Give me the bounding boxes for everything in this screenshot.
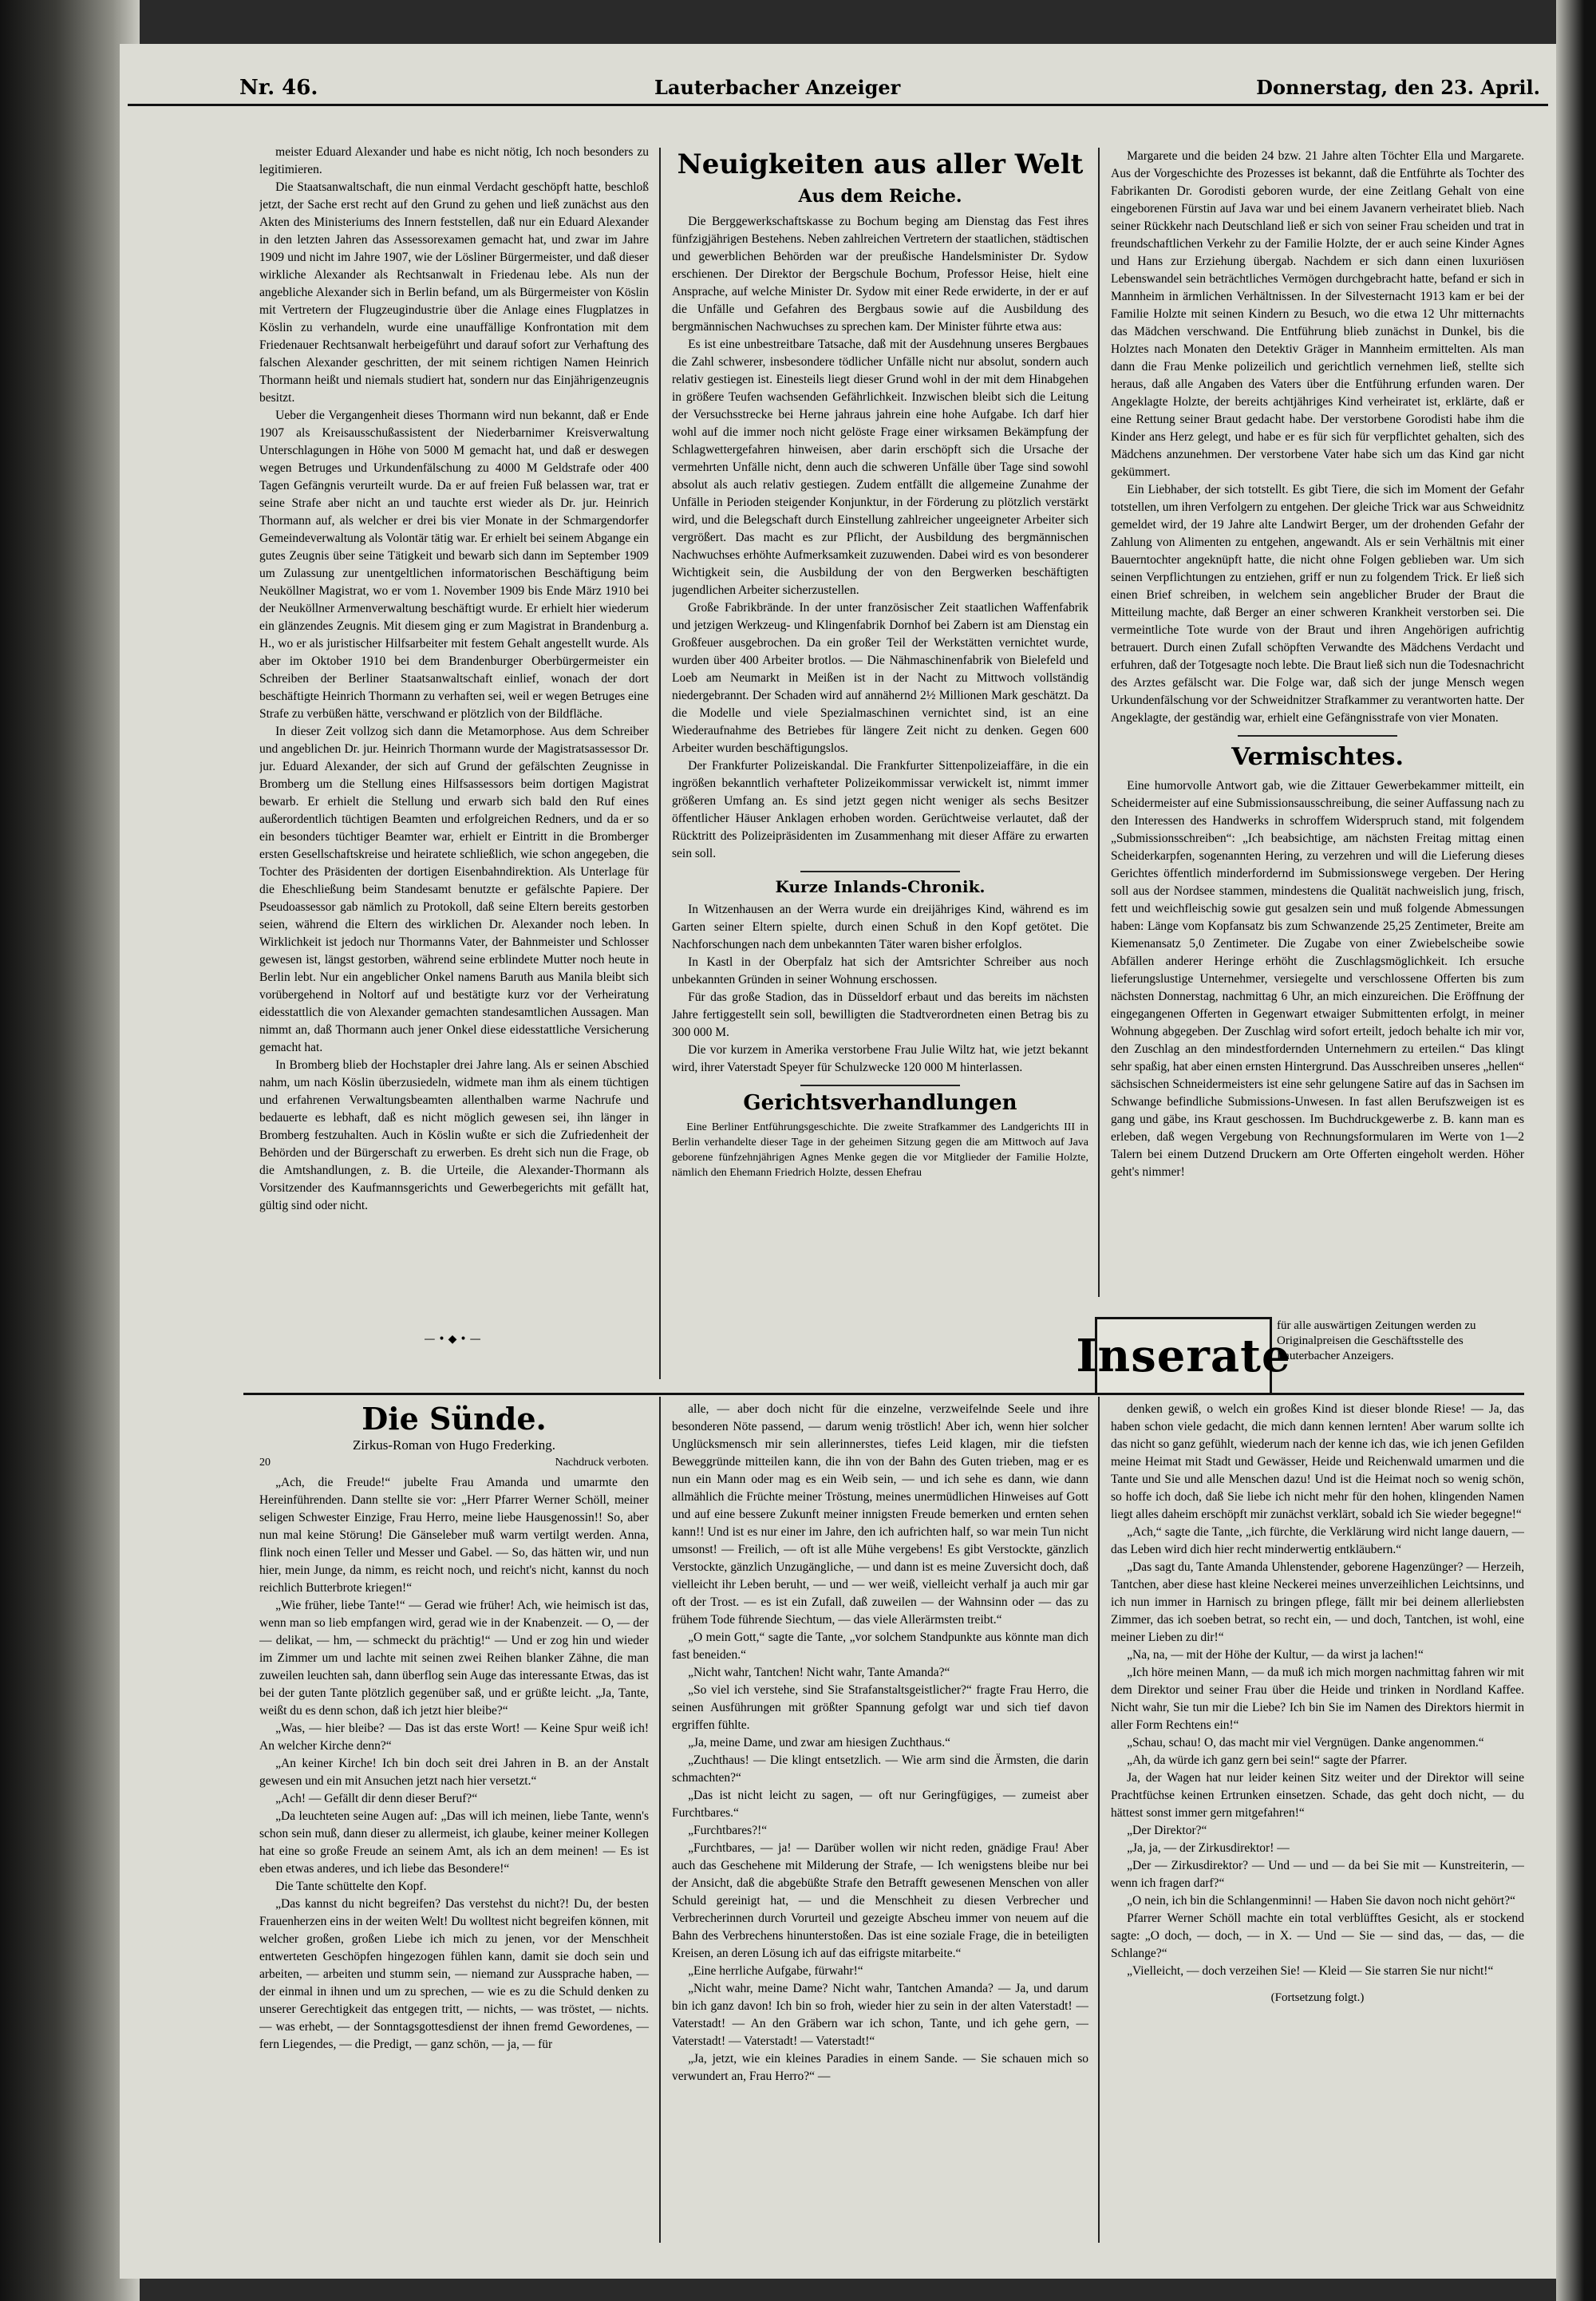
news-paragraphs xyxy=(672,213,1088,863)
book-binding-shadow xyxy=(0,0,140,2301)
gericht-paragraphs xyxy=(672,1120,1088,1180)
paragraph: „Ja, jetzt, wie ein kleines Paradies in einem Sande. — Sie schauen mich so verwundert an, Frau Herro?“ — xyxy=(672,2052,1088,2083)
inserate-box: Inserate xyxy=(1095,1317,1272,1395)
paragraph: Große Fabrikbrände. In der unter französischer Zeit staatlichen Waffenfabrik und jetzigen Werkzeug- und Klingenfabrik Dornhof bei Zabern ist am Dienstag ein Großfeuer ausgebrochen. Da ein großer Teil der Werkstätten vernichtet wurde, wurden über 400 Arbeiter brotlos. — Die Nähmaschinenfabrik von Bielefeld und Loeb am Neumarkt in Meißen ist in der Nacht zu Mittwoch vollständig niedergebrannt. Der Schaden wird auf annähernd 2½ Millionen Mark geschätzt. Da die Modelle und viele Spezialmaschinen vernichtet sind, ist an eine Wiederaufnahme des Betriebes für längere Zeit nicht zu denken. Gegen 600 Arbeiter wurden beschäftigungslos. xyxy=(672,601,1088,755)
paragraph: Pfarrer Werner Schöll machte ein total verblüfftes Gesicht, als er stockend sagte: „O doch, — doch, — in X. — Und — Sie — sind das, — das, — die Schlange?“ xyxy=(1111,1912,1524,1960)
court-paragraphs xyxy=(1111,148,1524,727)
paragraph: Der Frankfurter Polizeiskandal. Die Frankfurter Sittenpolizeiaffäre, in die ein ingrößen bekanntlich verhafteter Polizeikommissar verwickelt ist, nimmt immer größeren Umfang an. Es sind jetzt gegen nicht weniger als sechs Besitzer öffentlicher Häuser Anklagen erhoben worden. Gerüchtweise verlautet, daß der Rücktritt des Polizeipräsidenten im Zusammenhang mit dieser Affäre zu erwarten sein soll. xyxy=(672,759,1088,860)
paragraph: meister Eduard Alexander und habe es nicht nötig, Ich noch besonders zu legitimieren. xyxy=(259,145,649,176)
paragraph: „An keiner Kirche! Ich bin doch seit drei Jahren in B. an der Anstalt gewesen und ein mit Ansuchen jetzt nach hier versetzt.“ xyxy=(259,1757,649,1788)
paragraph: „Wie früher, liebe Tante!“ — Gerad wie früher! Ach, wie heimisch ist das, wenn man so lieb empfangen wird, gerad wie in der Knabenzeit. — O, — der — delikat, — hm, — schmeckt du prächtig!“ — Und er zog hin und wieder im Zimmer um und lachte mit seinen zwei Reihen blanker Zähne, die man zuweilen leuchten sah, dann überflog sein Auge das interessante Etwas, das ist bei der guten Tante plötzlich gegenüber saß, und er grüßte leicht. „Ja, Tante, weißt du es denn schon, daß ich jetzt hier bleibe?“ xyxy=(259,1599,649,1718)
paragraph: „Was, — hier bleibe? — Das ist das erste Wort! — Keine Spur weiß ich! An welcher Kirche denn?“ xyxy=(259,1722,649,1753)
paragraph: „Da leuchteten seine Augen auf: „Das will ich meinen, liebe Tante, wenn's schon sein muß, dann dieser zu allermeist, ich glaube, keiner meiner Kollegen hat eine so große Freude an seinem Amt, als ich an dem meinen! — Es ist eben etwas anderes, und ich liebe das Besondere!“ xyxy=(259,1809,649,1876)
novel-column-3 xyxy=(1111,1401,1524,2239)
paragraph: „Ah, da würde ich ganz gern bei sein!“ sagte der Pfarrer. xyxy=(1127,1753,1408,1767)
paragraph: „Ja, meine Dame, und zwar am hiesigen Zuchthaus.“ xyxy=(688,1736,950,1749)
paragraph: „Ach,“ sagte die Tante, „ich fürchte, die Verklärung wird nicht lange dauern, — das Leben wird dich hier recht minderwertig entkläubern.“ xyxy=(1111,1525,1524,1556)
paragraph: In Kastl in der Oberpfalz hat sich der Amtsrichter Schreiber aus noch unbekannten Gründen in seiner Wohnung erschossen. xyxy=(672,955,1088,986)
paragraph: „Das sagt du, Tante Amanda Uhlenstender, geborene Hagenzünger? — Herzeih, Tantchen, aber diese hast kleine Neckerei meines unverzeihlichen Leichtsinns, und ich nun immer in Harnisch zu bringen pflege, fällt mir bei deinem allerliebsten Zimmer, das ich soeben betrat, so recht ein, — und doch, Tantchen, ist wohl, eine meiner Lieben zu dir!“ xyxy=(1111,1560,1524,1644)
column-misc xyxy=(1111,148,1524,1309)
paragraph: Die Berggewerkschaftskasse zu Bochum beging am Dienstag das Fest ihres fünfzigjährigen Bestehens. Neben zahlreichen Vertretern der staatlichen, städtischen und gewerblichen Behörden war der preußische Handelsminister Dr. Sydow erschienen. Der Direktor der Bergschule Bochum, Professor Heise, hielt eine Ansprache, auf welche Minister Dr. Sydow mit einer Rede erwiderte, in der er auf die Unfälle und Gefahren des Bergbaus sowie auf die Ausbildung des bergmännischen Nachwuchses zu sprechen kam. Der Minister führte etwa aus: xyxy=(672,215,1088,334)
paragraph: In Bromberg blieb der Hochstapler drei Jahre lang. Als er seinen Abschied nahm, um nach Köslin überzusiedeln, widmete man ihm als einem tüchtigen und erfahrenen Verwaltungsbeamten allenthalben warme Nachrufe und bedauerte es lebhaft, daß es nicht möglich gewesen sei, ihn länger in Bromberg festzuhalten. Auch in Köslin wußte er sich die Zufriedenheit der Behörden und der Bürgerschaft zu erwerben. Es dreht sich nun die Frage, ob die Amtshandlungen, z. B. die Urteile, die Alexander-Thormann als Vorsitzender des Kaufmannsgerichts und Gewerbegerichts mit gefällt hat, gültig sind oder nicht. xyxy=(259,1058,649,1212)
column-rule-1 xyxy=(659,148,661,1379)
column-thormann-article xyxy=(259,144,649,1325)
chronik-paragraphs xyxy=(672,901,1088,1077)
paragraph: Ein Liebhaber, der sich totstellt. Es gibt Tiere, die sich im Moment der Gefahr totstellen, um ihren Verfolgern zu entgehen. Der gleiche Trick war aus Schweidnitz gemeldet wird, der 19 Jahre alte Landwirt Berger, um der drohenden Gefahr der Zahlung von Alimenten zu entgehen, angewandt. Als er sein Verhältnis mit einer Bauerntochter angeknüpft hatte, die nicht ohne Folgen geblieben war. Um sich seinen Verpflichtungen zu entziehen, griff er nun zu folgendem Trick. Er ließ sich einen Brief schreiben, in welchem sein angeblicher Bruder der Braut die Mitteilung machte, daß Berger an einer schweren Krankheit verstorben sei. Die vermeintliche Tote wurde von der Braut und ihren Angehörigen aufrichtig betrauert. Durch einen Zufall schöpften Verwandte des Mädchens Verdacht und erfuhren, daß der Totgesagte noch lebte. Die Braut ließ sich nun die Todesnachricht des Arztes gefälscht war. Die Folge war, daß sich der junge Mensch wegen Urkundenfälschung vor der Schweidnitzer Strafkammer zu verantworten hatte. Der Angeklagte, der geständig war, erhielt eine Gefängnisstrafe von vier Monaten. xyxy=(1111,483,1524,725)
paragraph: „Der Direktor?“ xyxy=(1127,1824,1207,1837)
paragraph: Es ist eine unbestreitbare Tatsache, daß mit der Ausdehnung unseres Bergbaues die Zahl schwerer, insbesondere tödlicher Unfälle nicht nur absolut, sondern auch relativ gestiegen ist. Einesteils liegt dieser Grund wohl in der mit dem Hinabgehen in größere Teufen wachsenden Gefährlichkeit. Inzwischen bleibt sich die Leitung der Versuchsstrecke bei Herne jahraus jahrein eine hohe Aufgabe. Ich darf hier wohl auf die immer noch nicht gelöste Frage einer wirksamen Bekämpfung der Schlagwettergefahren hinweisen, aber darin erschöpft sich die Ursache der vermehrten Unfälle nicht, denn auch die schweren Unfälle über Tage sind sowohl absolut als auch relativ gestiegen. Zudem entfällt die allgemeine Zunahme der Unfälle in Perioden steigender Konjunktur, in der Förderung zu plötzlich verstärkt wird, und die Belegschaft durch Einstellung zahlreicher ungeeigneter Arbeiter sich vergrößert. Das macht es zur Pflicht, der Ausbildung des bergmännischen Nachwuchses erhöhte Aufmerksamkeit zuzuwenden. Dabei wird es von besonderer Wichtigkeit sein, die Ausbildung der von den Bergwerken beschäftigten jugendlichen Arbeiter sicherzustellen. xyxy=(672,338,1088,597)
paragraph: alle, — aber doch nicht für die einzelne, verzweifelnde Seele und ihre besonderen Nöte passend, — darum wenig tröstlich! Aber ich, wenn hier solcher Unglücksmensch mir sein allerinnerstes, tiefes Leid klagen, mir die tiefsten Beweggründe mitteilen kann, die ihn von der Bahn des Guten trieben, mag er es nun ein Mann oder mag es ein Weib sein, — und ich sehe es dann, wie dann allmählich die Früchte meiner Tröstung, meines unermüdlichen Hinweises auf Gott und auf eine bessere Zukunft meiner innigsten Freude bemerken und ernten sehen kann!! Und ist es nur einer im Jahre, den ich aufrichten half, so war mein Tun nicht umsonst! — Freilich, — oft ist alle Mühe vergebens! Es gibt Verstockte, gänzlich Verstockte, gänzlich Unzugängliche, — und dann ist es meine Zuversicht doch, daß vielleicht ihr Leben beruht, — und — wer weiß, vielleicht verhalf ja auch mir gar oft der Trost. — es ist ein Zufall, daß zuweilen — der Wahnsinn oder — das zu frühem Tode führende Siechtum, — das viele Allerärmsten treibt.“ xyxy=(672,1402,1088,1627)
novel-subtitle: Zirkus-Roman von Hugo Frederking. xyxy=(352,1437,556,1453)
installment-number: 20 xyxy=(259,1457,271,1469)
paragraph: denken gewiß, o welch ein großes Kind ist dieser blonde Riese! — Ja, das haben schon viele gedacht, die mich dann kennen lernten! Aber warum sollte ich das nicht so ganz gefühlt, wiederum nach der kenne ich das, wie ich jenen Gefilden meine Heimat mit Stadt und Gewässer, Heide und Reichenwald umarmen und die Tante und Sie und alle Menschen dazu! Und ist die Heimat noch so wenig schön, so hoffe ich doch, daß Sie liebe ich nicht mehr für den hohen, klingenden Namen liegt alles daheim erschöpft mir zunächst verklärt, sobald ich Sie wieder begegne!“ xyxy=(1111,1402,1524,1521)
novel-separator xyxy=(243,1393,1524,1395)
continued-note: (Fortsetzung folgt.) xyxy=(1270,1991,1365,2004)
page-edge-shadow xyxy=(1556,0,1596,2301)
paragraph: „So viel ich verstehe, sind Sie Strafanstaltsgeistlicher?“ fragte Frau Herro, die seinen Ausführungen mit größter Spannung gefolgt war und sich tief davon ergriffen fühlte. xyxy=(672,1683,1088,1732)
novel-column-2 xyxy=(672,1401,1088,2239)
vermischtes-paragraphs xyxy=(1111,777,1524,1181)
novel-column-rule-1 xyxy=(659,1397,661,2243)
paragraph: „Nicht wahr, Tantchen! Nicht wahr, Tante Amanda?“ xyxy=(688,1666,950,1679)
paragraph: „Das ist nicht leicht zu sagen, — oft nur Geringfügiges, — zumeist aber Furchtbares.“ xyxy=(672,1789,1088,1820)
paragraph: Ja, der Wagen hat nur leider keinen Sitz weiter und der Direktor will seine Prachtfüchse keinen Ertrunken einsetzen. Schade, das geht doch nicht, — du hättest sonst immer gern mitgefahren!“ xyxy=(1111,1771,1524,1820)
issue-number: Nr. 46. xyxy=(239,76,318,100)
paragraph: „O nein, ich bin die Schlangenminni! — Haben Sie davon noch nicht gehört?“ xyxy=(1127,1894,1515,1908)
paragraph: In Witzenhausen an der Werra wurde ein dreijähriges Kind, während es im Garten seiner Eltern spielte, durch einen Schuß in den Kopf getötet. Die Nachforschungen nach dem unbekannten Täter waren bisher erfolglos. xyxy=(672,903,1088,951)
paragraph: In dieser Zeit vollzog sich dann die Metamorphose. Aus dem Schreiber und angeblichen Dr. jur. Heinrich Thormann wurde der Magistratsassessor Dr. jur. Eduard Alexander, der sich auf Grund der gefälschten Zeugnisse in Bromberg um die Stellung eines Hilfsassessors beim dortigen Magistrat bewarb. Er erhielt die Stellung und erwarb sich bald den Ruf eines außerordentlich tüchtigen Beamten und erfolgreichen Redners, und da er so ein besonders tüchtiger Beamter war, erhielt er Eintritt in die Bromberger ersten Gesellschaftskreise und heiratete schließlich, wie schon angegeben, die Tochter des Präsidenten der dortigen Eisenbahndirektion. Als Unterlage für die Eheschließung beim Standesamt benutzte er gefälschte Papiere. Der Pseudoassessor gab nämlich zu Protokoll, daß seine Eltern bereits gestorben seien, während die Eltern des wirklichen Dr. Alexander noch leben. In Wirklichkeit ist jedoch nur Thormanns Vater, der Bahnmeister und Schlosser gewesen ist, längst gestorben, während seine erblindete Mutter noch heute in Berlin lebt. Nur ein angeblicher Onkel namens Baruth aus Manila bleibt sich vorübergehend in Noltorf auf und bestätigte kurz vor der Verheiratung eidesstattlich die von Alexander gemachten standesamtlichen Aussagen. Man nimmt an, daß Thormann auch jener Onkel diese eidesstattliche Versicherung gemacht hat. xyxy=(259,725,649,1054)
paragraph: Die vor kurzem in Amerika verstorbene Frau Julie Wiltz hat, wie jetzt bekannt wird, ihrer Vaterstadt Speyer für Schulzwecke 120 000 M hinterlassen. xyxy=(672,1043,1088,1074)
reprint-note: Nachdruck verboten. xyxy=(555,1457,649,1469)
paragraph: „Na, na, — mit der Höhe der Kultur, — da wirst ja lachen!“ xyxy=(1127,1648,1424,1662)
paragraph: „Ach! — Gefällt dir denn dieser Beruf?“ xyxy=(275,1792,478,1805)
paragraph: „Ja, ja, — der Zirkusdirektor! — xyxy=(1127,1841,1290,1855)
paragraph: „Ach, die Freude!“ jubelte Frau Amanda und umarmte den Hereinführenden. Dann stellte sie vor: „Herr Pfarrer Werner Schöll, meiner seligen Schwester Einzige, Frau Herro, meine liebe Hausgenossin!! So, aber nun mal keine Störung! Die Gänseleber muß warm vertilgt werden. Anna, flink noch einen Teller und Messer und Gabel. — So, das hätten wir, und nun hier, mein Junge, da nimm, es reicht noch, und reicht's nicht, kannst du noch reichlich Butterbrote kriegen!“ xyxy=(259,1476,649,1595)
column-end-ornament: —•◆•— xyxy=(424,1333,484,1346)
paragraph: „Das kannst du nicht begreifen? Das verstehst du nicht?! Du, der besten Frauenherzen eins in der weiten Welt! Du wolltest nicht begreifen können, mit welcher großen, großen Liebe ich mich zu jenen, vor der Menschheit entwerteten Geschöpfen hingezogen fühlen kann, damit sie doch sein und arbeiten, — arbeiten und stumm sein, — niemand zur Aussprache haben, — der einmal in ihnen und um zu sprechen, — wie es zu die Schuld denken zu unserer Gerechtigkeit das entgegen tritt, — nichts, — was tröstet, — nichts. — was erhebt, — der Sonntagsgottesdienst der ihnen fremd Gewordenes, — fern Liegendes, — die Predigt, — ganz schön, — ja, — für xyxy=(259,1897,649,2051)
section-title-gericht: Gerichtsverhandlungen xyxy=(743,1091,1017,1115)
novel-column-rule-2 xyxy=(1098,1397,1100,2243)
paragraph: „Zuchthaus! — Die klingt entsetzlich. — Wie arm sind die Ärmsten, die darin schmachten?“ xyxy=(672,1753,1088,1785)
divider xyxy=(800,1085,960,1086)
section-subtitle-reich: Aus dem Reiche. xyxy=(798,186,962,207)
novel-title: Die Sünde. xyxy=(361,1401,547,1437)
paragraph: Ueber die Vergangenheit dieses Thormann wird nun bekannt, daß er Ende 1907 als Kreisausschußassistent der Niederbarnimer Kreisverwaltung Unterschlagungen in Höhe von 5000 M gemacht hat, und daß er deswegen wegen Betruges und Urkundenfälschung zu 4000 M Geldstrafe oder 400 Tagen Gefängnis verurteilt wurde. Da er auf freien Fuß belassen war, trat er seine Strafe aber nicht an und tauchte erst wieder als Dr. jur. Heinrich Thormann auf, als welcher er drei bis vier Monate in der Schmargendorfer Gemeindeverwaltung als Volontär tätig war. Er erhielt bei seinem Abgange ein gutes Zeugnis über seine Tätigkeit und bewarb sich dann im September 1909 um Zulassung zur unentgeltlichen informatorischen Beschäftigung beim Neuköllner Magistrat, wo er vom 1. November 1909 bis Ende März 1910 bei der Neuköllner Armenverwaltung beschäftigt wurde. Er erhielt hier wiederum ein glänzendes Zeugnis. Mit diesem ging er zum Magistrat in Brandenburg a. H., wo er als juristischer Hilfsarbeiter mit festem Gehalt angestellt wurde. Als aber im Oktober 1910 bei dem Brandenburger Oberbürgermeister ein Schreiben der Berliner Staatsanwaltschaft einlief, wonach der dort beschäftigte Heinrich Thormann zu verhaften sei, weil er wegen Betruges eine Strafe zu verbüßen hätte, verschwand er plötzlich von der Bildfläche. xyxy=(259,409,649,721)
novel-column-1 xyxy=(259,1401,649,2239)
paragraph: Margarete und die beiden 24 bzw. 21 Jahre alten Töchter Ella und Margarete. Aus der Vorgeschichte des Prozesses ist bekannt, daß die Entführte als Tochter des Fabrikanten Dr. Gorodisti geboren wurde, der eine Zeitlang Gehalt von eine eingeborenen Fürstin auf Java war und bei einem Javanern verheiratet blieb. Nach seiner Rückkehr nach Deutschland ließ er sich von seiner Frau scheiden und trat in freundschaftlichen Verkehr zu der Familie Holzte, der er auch seine Kinder Agnes und Hans zur Erziehung übergab. Nachdem er sich dann einen luxuriösen Lebenswandel sein beträchtliches Vermögen durchgebracht hatte, befand er sich in Mannheim in ärmlichen Verhältnissen. In der Silvesternacht 1913 kam er bei der Familie Holzte mit seinen Kindern zu Besuch, wo die etwa 12 Uhr mitternachts das Mädchen verschwand. Die Entführung blieb zunächst in Dunkel, bis die Holztes nach Monaten den Detektiv Gräger in Mannheim ermittelten. Als man dann die Frau Menke polizeilich und gerichtlich vernehmen ließ, stellte sich heraus, daß alle Angaben des Vaters über die Entführung erfunden waren. Der Angeklagte Holzte, der bereits achtjähriges Kind verheiratet ist, erklärte, daß er eine Rettung seiner Braut gedacht habe. Der verstorbene Gorodisti habe ihm die Kinder ans Herz gelegt, und habe er es für sich für verpflichtet gehalten, sich des Mädchens anzunehmen. Der verstorbene Vater habe sich um das Kind gar nicht gekümmert. xyxy=(1111,149,1524,479)
column-rule-2 xyxy=(1098,148,1100,1297)
paragraph: Eine humorvolle Antwort gab, wie die Zittauer Gewerbekammer mitteilt, ein Scheidermeister auf eine Submissionsausschreibung, die seiner Auffassung nach zu den Interessen des Handwerks in schroffem Widerspruch stand, mit folgendem „Submissionsschreiben“: „Ich beabsichtige, am nächsten Freitag mittag einen Scheiderkarpfen, sogenannten Hering, zu verzehren und will die Lieferung dieses Gerichtes öffentlich minderfordernd im Submissionswege vergeben. Der Hering soll aus der Nordsee stammen, mindestens die Qualität nachweislich jung, frisch, fett und weichfleischig sowie gut gesalzen sein und muß folgende Abmessungen haben: Länge vom Kopfansatz bis zum Schwanzende 25,25 Zentimeter, Breite am Kiemenansatz 5,0 Zentimeter. Die Zugabe von einer Zwiebelscheibe sowie Abfällen anderer Heringe erhöht die Zuschlagsmöglichkeit. Ich ersuche lieferungslustige Unternehmer, versiegelte und verschlossene Offerten bis zum nächsten Donnerstag, nachmittag 6 Uhr, an mich einzureichen. Die Eröffnung der eingegangenen Offerten in Gegenwart etwaiger Submittenten erfolgt, in meiner Wohnung abgegeben. Der Zuschlag wird sofort erteilt, jedoch behalte ich mir vor, den Zuschlag an den mindestfordernden Unternehmern zu erteilen.“ Das klingt sehr spaßig, hat aber einen ernsten Hintergrund. Das Ausschreiben unseres „hellen“ sächsischen Schneidermeisters ist eine sehr gelungene Satire auf das in Sachsen im Schwange befindliche Submissions-Unwesen. In fast allen Berufszweigen ist es gang und gäbe, ins Kraut geschossen. Im Buchdruckgewerbe z. B. kann man es erleben, daß wegen Vergebung von Rechnungsformularen im Werte von 1—2 Talern bei einem Dutzend Druckern am Orte Offerten eingeholt werden. Höher geht's nimmer! xyxy=(1111,779,1524,1179)
novel-text-3 xyxy=(1111,1401,1524,1980)
paragraph: Eine Berliner Entführungsgeschichte. Die zweite Strafkammer des Landgerichts III in Berlin verhandelte dieser Tage in der geheimen Sitzung gegen die am Mittwoch auf Java geborene fünfzehnjährigen Agnes Menke gegen die vor Mitglieder der Familie Holzte, nämlich den Ehemann Friedrich Holzte, dessen Ehefrau xyxy=(672,1121,1088,1179)
paragraph: „Nicht wahr, meine Dame? Nicht wahr, Tantchen Amanda? — Ja, und darum bin ich ganz davon! Ich bin so froh, wieder hier zu sein in der alten Vaterstadt! — Vaterstadt! — An den Gräbern war ich schon, Tante, und ich gehe gern, — Vaterstadt! — Vaterstadt! — Vaterstadt!“ xyxy=(672,1982,1088,2048)
paragraph: Für das große Stadion, das in Düsseldorf erbaut und das bereits im nächsten Jahre fertiggestellt sein soll, bewilligten die Stadtverordneten einen Betrag bis zu 300 000 M. xyxy=(672,990,1088,1039)
paragraph: Die Staatsanwaltschaft, die nun einmal Verdacht geschöpft hatte, beschloß jetzt, der Sache erst recht auf den Grund zu gehen und ließ zunächst aus den Akten des Ministeriums des Innern feststellen, daß nur ein Eduard Alexander in den letzten Jahren das Assessorexamen gemacht hat, und zwar im Jahre 1909 und nicht im Jahre 1907, wie der Lösliner Bürgermeister, und daß dieser wirkliche Alexander als Rechtsanwalt in Friedenau lebe. Als nun der angebliche Alexander sich in Berlin befand, um als Bürgermeister von Köslin mit Vertretern der Flugzeugindustrie über die Anlage eines Flugplatzes in Köslin zu verhandeln, wurde eine unauffällige Konfrontation mit dem Friedenauer Rechtsanwalt herbeigeführt und darauf sofort zur Verhaftung des falschen Alexander geschritten, der mit seinem richtigen Namen Heinrich Thormann heißt und niemals studiert hat, sondern nur das Einjährigenzeugnis besitzt. xyxy=(259,180,649,405)
paragraph: „Ich höre meinen Mann, — da muß ich mich morgen nachmittag fahren wir mit dem Direktor und seiner Frau über die Heide und trinken in Nordland Kaffee. Nicht wahr, Sie tun mir die Liebe? Ich bin Sie im Namen des Direktors hiermit in aller Form Rechtens ein!“ xyxy=(1111,1666,1524,1732)
section-title-chronik: Kurze Inlands-Chronik. xyxy=(775,877,986,896)
paragraph: „Furchtbares?!“ xyxy=(688,1824,768,1837)
paragraph: „O mein Gott,“ sagte die Tante, „vor solchem Standpunkte aus könnte man dich fast beneiden.“ xyxy=(672,1631,1088,1662)
header-rule xyxy=(128,104,1548,106)
novel-text-1 xyxy=(259,1474,649,2054)
divider xyxy=(800,871,960,872)
paragraph: „Eine herrliche Aufgabe, fürwahr!“ xyxy=(688,1964,863,1978)
newspaper-title: Lauterbacher Anzeiger xyxy=(654,76,901,99)
paragraph: „Der — Zirkusdirektor? — Und — und — da bei Sie mit — Kunstreiterin, — wenn ich fragen darf?“ xyxy=(1111,1859,1524,1890)
inserate-text: für alle auswärtigen Zeitungen werden zu Originalpreisen die Geschäftsstelle des Lauterbacher Anzeigers. xyxy=(1277,1319,1476,1362)
column-news xyxy=(672,148,1088,1397)
paragraph: Die Tante schüttelte den Kopf. xyxy=(275,1880,427,1893)
paragraph: „Vielleicht, — doch verzeihen Sie! — Kleid — Sie starren Sie nur nicht!“ xyxy=(1127,1964,1494,1978)
paragraph: „Furchtbares, — ja! — Darüber wollen wir nicht reden, gnädige Frau! Aber auch das Geschehene mit Milderung der Strafe, — Ich wenigstens bleibe nur bei der Ansicht, daß die abgebüßte Strafe den Betrafft gewesenen Menschen von aller Schuld gereinigt hat, — und die Menschheit zu diesen Verbrecher und Verbrecherinnen durch Vorurteil und gezeigte Abscheu immer von neuem auf die Bahn des Verbrechens hinunterstoßen. Das ist eine soziale Frage, die in beteiligten Kreisen, an deren Lösung ich auf das eifrigste mitarbeite.“ xyxy=(672,1841,1088,1960)
section-title-news: Neuigkeiten aus aller Welt xyxy=(677,148,1084,180)
issue-date: Donnerstag, den 23. April. xyxy=(1256,76,1540,99)
divider xyxy=(1238,735,1397,737)
section-title-vermischtes: Vermischtes. xyxy=(1231,743,1404,771)
paragraph: „Schau, schau! O, das macht mir viel Vergnügen. Danke angenommen.“ xyxy=(1127,1736,1484,1749)
